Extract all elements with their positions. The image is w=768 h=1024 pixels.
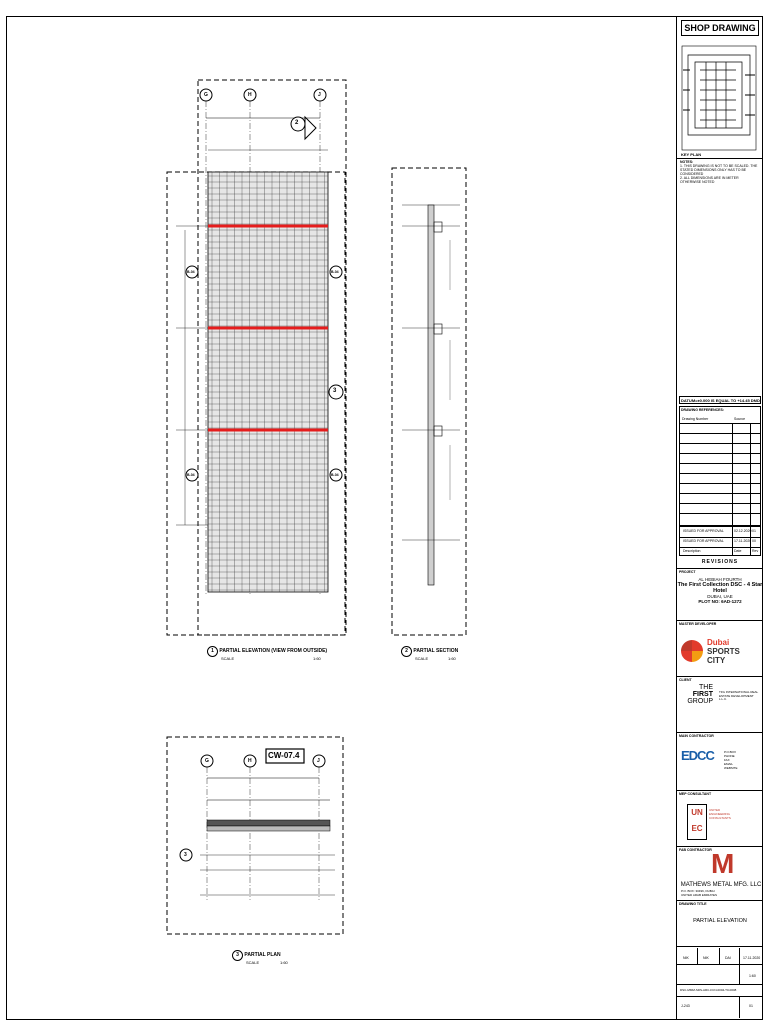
revisions-label: REVISIONS bbox=[701, 559, 739, 565]
fab-line-1: P.O. BOX: 30496, DUBAI bbox=[681, 889, 715, 893]
section-tag-3: 3 bbox=[333, 388, 337, 394]
revisions-table bbox=[679, 526, 761, 556]
notes-block bbox=[680, 160, 760, 184]
mc-line-4: EMAIL bbox=[724, 762, 734, 766]
view3-scale: SCALE bbox=[246, 960, 260, 965]
rev-1-desc: ISSUED FOR APPROVAL bbox=[683, 529, 724, 533]
client-logo-line-1: THE bbox=[699, 684, 713, 691]
project-line-3: DUBAI, UAE bbox=[707, 594, 733, 599]
b04-tag-2: B-04 bbox=[187, 473, 195, 477]
section-view bbox=[392, 168, 466, 635]
checked-by: NIK bbox=[703, 956, 709, 960]
elevation-view bbox=[167, 80, 346, 635]
client-logo-line-3: GROUP bbox=[687, 698, 713, 705]
rev-2-date: 17.11.2020 bbox=[734, 539, 752, 543]
view1-number: 1 bbox=[207, 646, 218, 657]
mathews-address bbox=[681, 890, 717, 897]
grid-label-h: H bbox=[248, 92, 252, 98]
dsc-logo-text-3: CITY bbox=[707, 656, 726, 665]
grid-label-j: J bbox=[318, 92, 321, 98]
notes-title: NOTES: bbox=[680, 160, 694, 164]
mc-line-3: FAX bbox=[724, 758, 730, 762]
mc-line-2: PHONE bbox=[724, 754, 735, 758]
footer-sheet: J-243 bbox=[681, 1004, 690, 1008]
rev-2-number: 00 bbox=[752, 539, 756, 543]
first-group-logo bbox=[685, 684, 713, 705]
unec-text bbox=[709, 808, 731, 820]
drawing-title: PARTIAL ELEVATION bbox=[693, 918, 747, 924]
dubai-sports-city-logo bbox=[681, 634, 759, 674]
client-label: CLIENT bbox=[679, 678, 692, 682]
dsc-logo-text-2: SPORTS bbox=[707, 647, 740, 656]
fab-contractor-label: FAB CONTRACTOR bbox=[679, 848, 712, 852]
rev-header-rev: Rev bbox=[752, 549, 759, 553]
view1-title-text: PARTIAL ELEVATION (VIEW FROM OUTSIDE) bbox=[219, 648, 328, 654]
footer-scale: 1:60 bbox=[749, 974, 756, 978]
view3-scale-value: 1:60 bbox=[280, 960, 288, 965]
key-plan-label: KEY PLAN bbox=[681, 152, 702, 157]
datum-label: DATUM=±0.000 IS EQUAL TO +14.45 DMD bbox=[681, 398, 760, 403]
view3-number: 3 bbox=[232, 950, 243, 961]
view2-title-text: PARTIAL SECTION bbox=[413, 648, 459, 654]
project-line-1: AL HEBIAH FOURTH bbox=[698, 577, 742, 582]
rev-1-date: 02.12.2020 bbox=[734, 529, 752, 533]
ref-col-header: Source bbox=[734, 417, 746, 421]
mep-line-2: ENGINEERING bbox=[709, 812, 731, 816]
view2-scale-value: 1:60 bbox=[448, 656, 456, 661]
main-contractor-contact bbox=[724, 750, 738, 770]
titleblock-footer bbox=[677, 948, 763, 1018]
master-developer-label: MASTER DEVELOPER bbox=[679, 622, 717, 626]
plan-view bbox=[167, 737, 343, 934]
plan-grid-h: H bbox=[248, 758, 252, 764]
rev-2-desc: ISSUED FOR APPROVAL bbox=[683, 539, 724, 543]
dsc-logo-text-1: Dubai bbox=[707, 638, 730, 647]
plan-grid-g: G bbox=[205, 758, 209, 764]
drawn-by: NIK bbox=[683, 956, 689, 960]
shop-drawing-title: SHOP DRAWING bbox=[681, 20, 759, 36]
project-line-2: The First Collection DSC - 4 Star Hotel bbox=[677, 582, 763, 594]
view2-number: 2 bbox=[401, 646, 412, 657]
mep-consultant-label: MEP CONSULTANT bbox=[679, 792, 712, 796]
footer-drawing-number: DSC-MMM-SDS-ARC-FCN-0004-T0-0008 bbox=[680, 988, 737, 992]
cw-tag: CW-07.4 bbox=[268, 751, 300, 760]
mep-line-3: CONSULTANTS bbox=[709, 816, 731, 820]
mathews-company-name: MATHEWS METAL MFG. LLC bbox=[680, 882, 762, 888]
project-label: PROJECT bbox=[679, 570, 696, 574]
plan-grid-j: J bbox=[317, 758, 320, 764]
b04-tag-3: B-04 bbox=[331, 270, 339, 274]
client-text: TFG INTERNATIONAL REAL ESTATE DEVELOPMENT L.L.C. bbox=[719, 690, 759, 701]
fab-line-2: UNITED ARAB EMIRATES bbox=[681, 892, 717, 897]
view2-scale: SCALE bbox=[415, 656, 429, 661]
view3-title-text: PARTIAL PLAN bbox=[244, 952, 281, 958]
rev-1-number: 01 bbox=[752, 529, 756, 533]
drawing-references-title: DRAWING REFERENCES: bbox=[681, 408, 724, 412]
mc-line-1: P.O.BOX bbox=[724, 750, 736, 754]
grid-label-g: G bbox=[204, 92, 208, 98]
unec-logo-line-2: EC bbox=[691, 824, 703, 833]
drawing-number-header: Drawing Number bbox=[682, 417, 709, 421]
plan-grid-3: 3 bbox=[184, 852, 187, 858]
project-line-4: PLOT NO: 6AD-1272 bbox=[698, 599, 742, 604]
mc-line-5: WEBSITE bbox=[724, 766, 738, 770]
drawing-title-label: DRAWING TITLE bbox=[679, 902, 707, 906]
b04-tag-4: B-04 bbox=[331, 473, 339, 477]
rev-header-date: Date bbox=[734, 549, 742, 553]
client-logo-line-2: FIRST bbox=[692, 691, 713, 698]
mep-line-1: UNITED bbox=[709, 808, 721, 812]
mathews-logo-mark: M bbox=[711, 848, 735, 879]
b04-tag-1: B-04 bbox=[187, 270, 195, 274]
issue-date: 17.11.2020 bbox=[743, 956, 761, 960]
approved-by: DAI bbox=[725, 956, 731, 960]
edcc-logo: EDCC bbox=[681, 748, 714, 763]
project-info bbox=[677, 577, 763, 604]
section-tag-2: 2 bbox=[295, 120, 299, 126]
main-contractor-label: MAIN CONTRACTOR bbox=[679, 734, 714, 738]
note-2: 2. ALL DIMENSIONS ARE IN METER OTHERWISE NOTED bbox=[680, 176, 739, 184]
unec-logo bbox=[687, 804, 707, 840]
title-block bbox=[676, 16, 763, 1020]
unec-logo-line-1: UN bbox=[691, 808, 703, 817]
view1-scale-value: 1:60 bbox=[313, 656, 321, 661]
drawing-references-table bbox=[679, 406, 761, 526]
footer-rev: 01 bbox=[749, 1004, 753, 1008]
note-1: 1. THIS DRAWING IS NOT TO BE SCALED. THE STATED DIMENSIONS ONLY HAS TO BE CONSIDERED bbox=[680, 164, 758, 176]
view1-scale: SCALE bbox=[221, 656, 235, 661]
rev-header-desc: Description bbox=[683, 549, 701, 553]
